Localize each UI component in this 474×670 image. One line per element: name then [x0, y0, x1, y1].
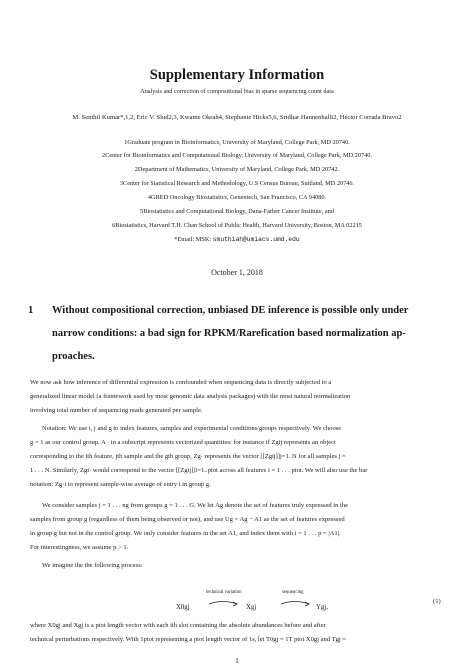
section-number: 1 [28, 305, 34, 316]
body-line: Notation: We use i, j and g to index features, samples and experimental conditions/groups respectively. We choose [42, 425, 342, 432]
eq-label-technical: technical variation [206, 590, 242, 595]
body-line: For interestingness, we assume p > 1. [30, 544, 129, 551]
eq-x: Xgj [246, 604, 257, 611]
affiliation: 3Center for Statistical Research and Methodology, U.S Census Bureau, Suitland, MD 20746. [119, 180, 355, 187]
section-title-line: narrow conditions: a bad sign for RPKM/Rarefication based normalization ap- [52, 328, 406, 339]
body-line: We now ask how inference of differential expression is confounded when sequencing data is directly subjected to a [30, 379, 332, 386]
author-list: M. Senthil Kumar*,1,2, Eric V. Slud2,3, Kwame Okrah4, Stephanie Hicks5,6, Sridhar Hannenhalli2, Héctor Corrada Bravo2 [72, 114, 402, 121]
eq-label-sequencing: sequencing [282, 590, 304, 595]
body-line: notation: Zg·i to represent sample-wise average of entry i in group g. [30, 481, 211, 488]
equation-1 [170, 592, 350, 620]
body-line: where X0gj and Xgj is a ptot length vector with each ith slot containing the absolute abundances before and after [30, 622, 326, 629]
body-line: involving total number of sequencing reads generated per sample. [30, 407, 203, 414]
affiliation: 5Biostatistics and Computational Biology, Dana-Farber Cancer Institute, and [140, 208, 334, 215]
eq-x0: X0gj [176, 604, 190, 611]
email-address: smuthiah@umiacs.umd.edu [212, 236, 300, 243]
paper-date: October 1, 2018 [211, 268, 263, 277]
body-line: We imagine the the following process: [42, 562, 143, 569]
affiliation: 1Graduate program in Bioinformatics, University of Maryland, College Park, MD 20740. [124, 139, 350, 146]
body-line: corresponding to the ith feature, jth sample and the gth group, Zg· represents the vector [[Zgij]]j=1..N for all samples j = [30, 453, 346, 460]
affiliation: 4GRED Oncology Biostatistics, Genentech, San Francisco, CA 94080. [147, 194, 327, 201]
body-line: generalized linear model (a framework used by most genomic data analysis packages) with the most natural normalization [30, 393, 351, 400]
email-line [0, 236, 474, 243]
paper-title: Supplementary Information [149, 67, 325, 83]
body-line: We consider samples j = 1 . . . ng from groups g = 1 . . . G. We let Ag denote the set of features truly expressed in the [42, 502, 349, 509]
affiliation: 2Center for Bioinformatics and Computational Biology, University of Maryland, College Park, MD 20740. [102, 152, 372, 159]
body-line: in group g but not in the control group. We only consider features in the set A1, and index them with i = 1 . . . p = |A1|. [30, 530, 341, 537]
body-line: technical perturbations respectively. With 1ptot representing a ptot length vector of 1s, let T0gj = 1T ptot X0gj and Tgj = [30, 636, 347, 643]
section-title-line: Without compositional correction, unbiased DE inference is possible only under [52, 305, 409, 316]
email-label: *Email: MSK: [174, 236, 213, 243]
arrow-icon [280, 599, 310, 607]
arrow-icon [208, 599, 238, 607]
affiliation: 6Biostatistics, Harvard T.H. Chan School of Public Health, Harvard University, Boston, MA 02215 [112, 222, 362, 229]
body-line: 1 . . . N. Similarly, Zgi· would correspond to the vector [[Zgij]]i=1..ptot across all features i = 1 . . . ptot. We will also use the bar [30, 467, 368, 474]
section-title-line: proaches. [52, 351, 95, 362]
page-number: 1 [235, 657, 239, 665]
affiliation: 2Department of Mathematics, University of Maryland, College Park, MD 20742. [134, 166, 340, 173]
paper-subtitle: Analysis and correction of compositional bias in sparse sequencing count data [140, 88, 334, 95]
body-line: samples from group g (regardless of them being observed or not), and use Ug = Ag − A1 as the set of features expressed [30, 516, 345, 523]
body-line: g = 1 as our control group. A · in a subscript represents vectorized quantities: for instance if Zgij represents an object [30, 439, 336, 446]
eq-y: Ygj, [316, 604, 328, 611]
equation-number: (1) [433, 598, 441, 605]
